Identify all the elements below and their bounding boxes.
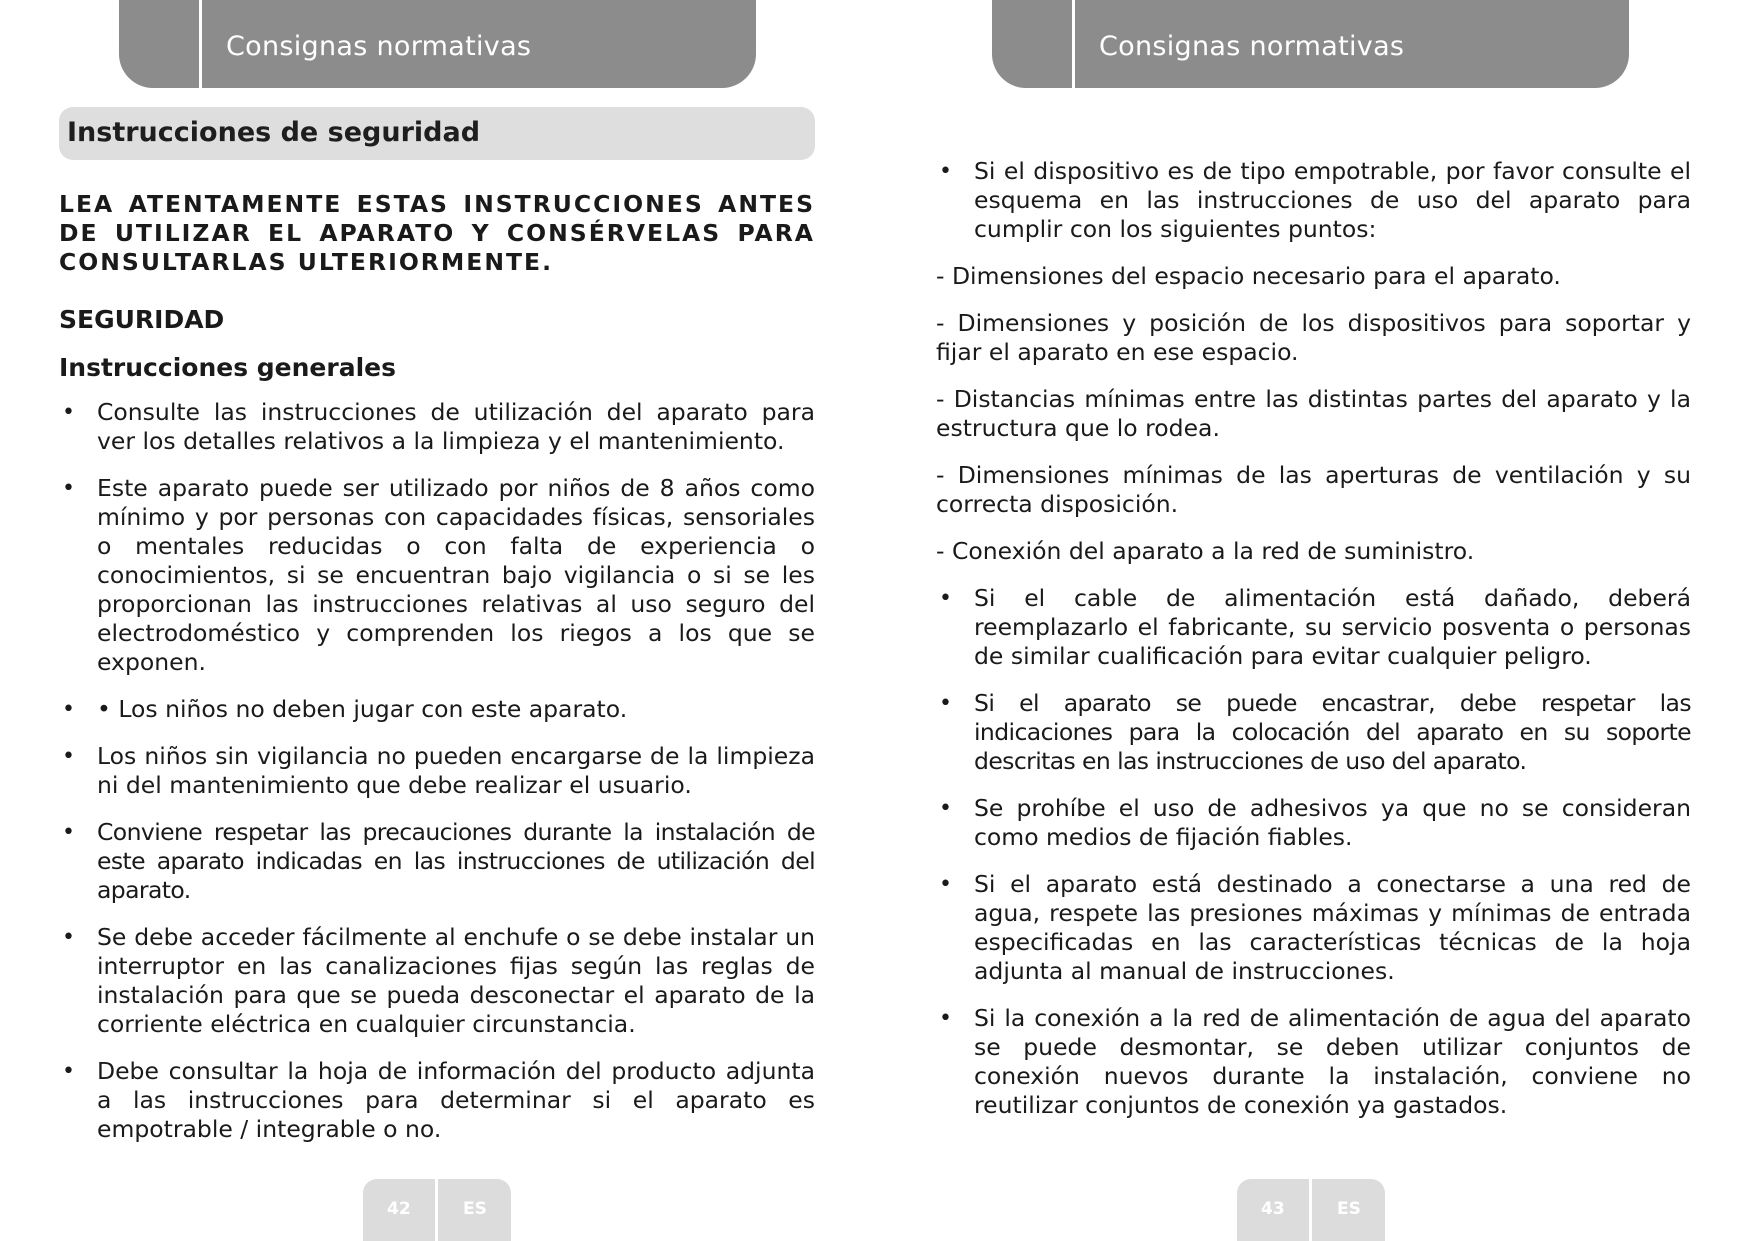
list-item: • Los niños sin vigilancia no pueden encargarse de la limpieza ni del mantenimiento que debe realizar el usuario. — [59, 742, 815, 800]
list-item: • Consulte las instrucciones de utilización del aparato para ver los detalles relativos a la limpieza y el mantenimiento. — [59, 398, 815, 456]
chapter-title: Consignas normativas — [226, 31, 532, 62]
list-item: • Si el dispositivo es de tipo empotrable, por favor consulte el esquema en las instrucciones de uso del aparato para cumplir con los siguientes puntos: — [936, 157, 1691, 244]
language-code: ES — [1337, 1199, 1361, 1219]
chapter-tab — [119, 0, 756, 88]
page-number-divider — [1309, 1179, 1312, 1241]
dash-item: - Dimensiones mínimas de las aperturas de ventilación y su correcta disposición. — [936, 461, 1691, 518]
chapter-title: Consignas normativas — [1099, 31, 1405, 62]
list-item: • Si el cable de alimentación está dañado, deberá reemplazarlo el fabricante, su servicio posventa o personas de similar cualificación para evitar cualquier peligro. — [936, 584, 1691, 671]
heading-seguridad: SEGURIDAD — [59, 305, 225, 334]
dash-item: - Conexión del aparato a la red de suministro. — [936, 537, 1475, 565]
section-header — [59, 107, 815, 160]
list-item: • Si el aparato está destinado a conectarse a una red de agua, respete las presiones máximas y mínimas de entrada especificadas en las características técnicas de la hoja adjunta al manual de instrucciones. — [936, 870, 1691, 986]
chapter-tab — [992, 0, 1629, 88]
installation-list — [936, 584, 1691, 1120]
tab-divider — [1072, 0, 1075, 88]
list-item: • Se debe acceder fácilmente al enchufe o se debe instalar un interruptor en las canalizaciones fijas según las reglas de instalación para que se pueda desconectar el aparato de la corriente eléctrica en cualquier circunstancia. — [59, 923, 815, 1039]
page-number-divider — [435, 1179, 438, 1241]
list-item: • Se prohíbe el uso de adhesivos ya que no se consideran como medios de fijación fiables. — [936, 794, 1691, 852]
list-item: • Si la conexión a la red de alimentación de agua del aparato se puede desmontar, se deben utilizar conjuntos de conexión nuevos durante la instalación, conviene no reutilizar conjuntos de conexión ya gastados. — [936, 1004, 1691, 1120]
list-item: • • Los niños no deben jugar con este aparato. — [59, 695, 815, 724]
tab-divider — [199, 0, 202, 88]
right-column — [936, 157, 1691, 1138]
page-number-tab — [363, 1179, 511, 1241]
page-number: 43 — [1261, 1199, 1285, 1219]
subheading-general: Instrucciones generales — [59, 353, 396, 382]
list-item: • Si el aparato se puede encastrar, debe respetar las indicaciones para la colocación del aparato en su soporte descritas en las instrucciones de uso del aparato. — [936, 689, 1691, 776]
intro-warning: LEA ATENTAMENTE ESTAS INSTRUCCIONES ANTES DE UTILIZAR EL APARATO Y CONSÉRVELAS PARA CONSULTARLAS ULTERIORMENTE. — [59, 190, 815, 276]
language-code: ES — [463, 1199, 487, 1219]
right-page — [875, 0, 1749, 1241]
dash-item: - Dimensiones y posición de los dispositivos para soportar y fijar el aparato en ese espacio. — [936, 309, 1691, 366]
list-item: • Este aparato puede ser utilizado por niños de 8 años como mínimo y por personas con capacidades físicas, sensoriales o mentales reducidas o con falta de experiencia o conocimientos, si se encuentran bajo vigilancia o si se les proporcionan las instrucciones relativas al uso seguro del electrodoméstico y comprenden los riegos a los que se exponen. — [59, 474, 815, 677]
dash-item: - Dimensiones del espacio necesario para el aparato. — [936, 262, 1561, 290]
list-item: • Debe consultar la hoja de información del producto adjunta a las instrucciones para determinar si el aparato es empotrable / integrable o no. — [59, 1057, 815, 1144]
list-item: • Conviene respetar las precauciones durante la instalación de este aparato indicadas en las instrucciones de utilización del aparato. — [59, 818, 815, 905]
dash-item: - Distancias mínimas entre las distintas partes del aparato y la estructura que lo rodea. — [936, 385, 1691, 442]
page-number-tab — [1237, 1179, 1385, 1241]
page-number: 42 — [387, 1199, 411, 1219]
general-instructions-list — [59, 398, 815, 1144]
left-page — [0, 0, 874, 1241]
section-title: Instrucciones de seguridad — [67, 117, 481, 148]
left-column — [59, 190, 815, 1162]
built-in-list — [936, 157, 1691, 244]
